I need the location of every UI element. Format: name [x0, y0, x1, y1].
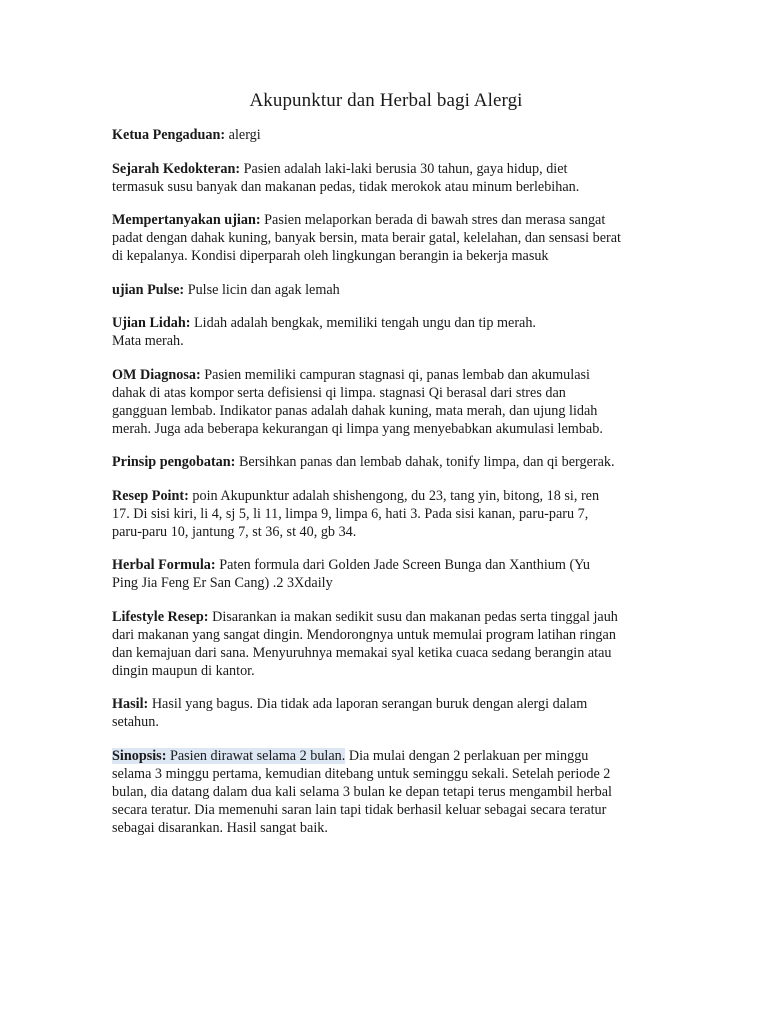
document-page [112, 90, 660, 852]
section-label: Sinopsis: [112, 747, 167, 764]
section-text: Pasien adalah laki-laki berusia 30 tahun, gaya hidup, diet termasuk susu banyak dan makanan pedas, tidak merokok atau minum berlebihan. [112, 160, 580, 195]
section-ujian-lidah [112, 314, 660, 350]
section-lifestyle-resep [112, 608, 660, 680]
section-text: Disarankan ia makan sedikit susu dan makanan pedas serta tinggal jauh dari makanan yang sangat dingin. Mendorongnya untuk memulai program latihan ringan dan kemajuan dari sana. Menyuruhnya memakai syal ketika cuaca sedang berangin atau dingin maupun di kantor. [112, 608, 618, 679]
section-text: Lidah adalah bengkak, memiliki tengah ungu dan tip merah. Mata merah. [112, 315, 536, 349]
section-label: Herbal Formula: [112, 557, 216, 573]
section-label: Resep Point: [112, 487, 189, 504]
section-label: Ujian Lidah: [112, 315, 191, 331]
section-text: Bersihkan panas dan lembab dahak, tonify limpa, dan qi bergerak. [235, 454, 615, 470]
section-herbal-formula [112, 556, 660, 592]
section-text: Pasien melaporkan berada di bawah stres dan merasa sangat padat dengan dahak kuning, banyak bersin, mata berair gatal, kelelahan, dan sensasi berat di kepalanya. Kondisi diperparah oleh lingkungan berangin ia bekerja masuk [112, 212, 621, 264]
section-label: Prinsip pengobatan: [112, 454, 236, 470]
section-sejarah-kedokteran [112, 160, 660, 196]
section-text: Paten formula dari Golden Jade Screen Bunga dan Xanthium (Yu Ping Jia Feng Er San Cang) .2 3Xdaily [112, 557, 590, 591]
section-label: Sejarah Kedokteran: [112, 160, 241, 177]
section-ketua-pengaduan [112, 126, 660, 144]
highlighted-text [112, 748, 345, 764]
section-sinopsis [112, 747, 660, 837]
section-text: alergi [225, 127, 261, 143]
section-text: Pulse licin dan agak lemah [184, 281, 340, 298]
section-label: Mempertanyakan ujian: [112, 212, 261, 228]
section-resep-point [112, 487, 660, 541]
section-label: ujian Pulse: [112, 281, 185, 298]
section-text: Pasien memiliki campuran stagnasi qi, panas lembab dan akumulasi dahak di atas kompor serta defisiensi qi limpa. stagnasi Qi berasal dari stres dan gangguan lembab. Indikator panas adalah dahak kuning, mata merah, dan ujung lidah merah. Juga ada beberapa kekurangan qi limpa yang menyebabkan akumulasi lembab. [112, 366, 603, 437]
section-text: Hasil yang bagus. Dia tidak ada laporan serangan buruk dengan alergi dalam setahun. [112, 696, 588, 730]
section-label: Hasil: [112, 696, 149, 712]
section-text: Dia mulai dengan 2 perlakuan per minggu selama 3 minggu pertama, kemudian ditebang untuk seminggu sekali. Setelah periode 2 bulan, dia datang dalam dua kali selama 3 bulan ke depan tetapi terus mengambil herbal secara teratur. Dia memenuhi saran lain tapi tidak berhasil keluar sebagai secara teratur sebagai disarankan. Hasil sangat baik. [112, 747, 612, 836]
section-label: OM Diagnosa: [112, 366, 201, 383]
section-label: Ketua Pengaduan: [112, 127, 226, 143]
section-om-diagnosa [112, 366, 660, 438]
highlight-text: Pasien dirawat selama 2 bulan. [166, 747, 346, 764]
section-prinsip-pengobatan [112, 453, 660, 471]
section-text: poin Akupunktur adalah shishengong, du 23, tang yin, bitong, 18 si, ren 17. Di sisi kiri, li 4, sj 5, li 11, limpa 9, limpa 6, hati 3. Pada sisi kanan, paru-paru 7, paru-paru 10, jantung 7, st 36, st 40, gb 34. [112, 487, 600, 540]
section-ujian-pulse [112, 281, 660, 299]
section-hasil [112, 695, 660, 731]
section-mempertanyakan-ujian [112, 211, 660, 265]
section-label: Lifestyle Resep: [112, 608, 209, 625]
document-title: Akupunktur dan Herbal bagi Alergi [249, 90, 523, 111]
